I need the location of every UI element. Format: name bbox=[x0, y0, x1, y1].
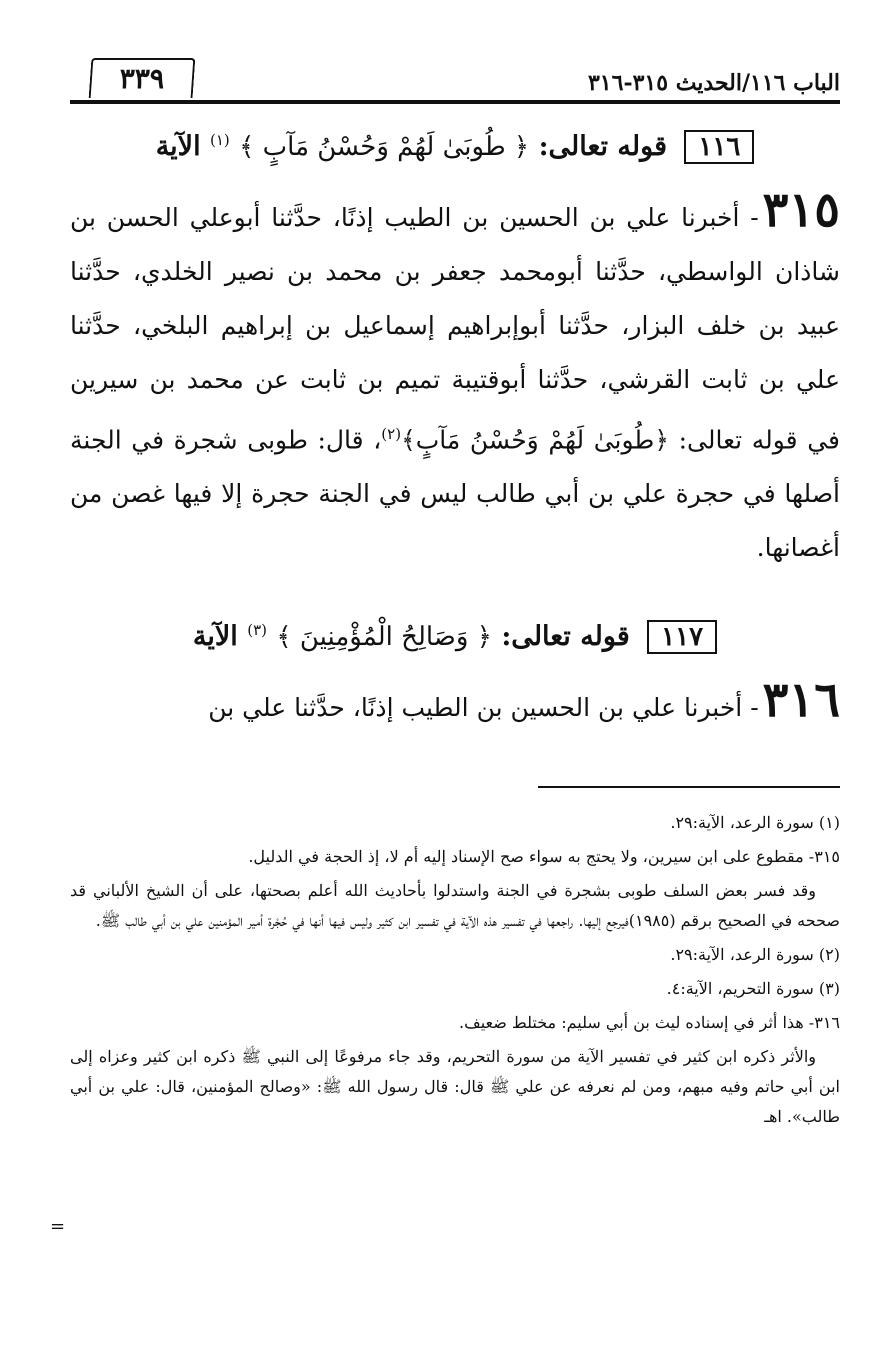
hadith-text: - أخبرنا علي بن الحسين بن الطيب إذنًا، حدَّثنا علي بن bbox=[208, 693, 759, 722]
note-316-detail: والأثر ذكره ابن كثير في تفسير الآية من سورة التحريم، وقد جاء مرفوعًا إلى النبي ﷺ ذكره ابن كثير وعزاه إلى ابن أبي حاتم وفيه مبهم، ومن لم نعرفه عن علي ﷺ قال: قال رسول الله ﷺ: «وصالح المؤمنين، قال: علي بن أبي طالب». اهـ bbox=[70, 1047, 841, 1126]
chapter-heading-117 bbox=[70, 620, 840, 654]
running-title: الباب ١١٦/الحديث ٣١٥-٣١٦ bbox=[587, 70, 840, 96]
continuation-mark: = bbox=[50, 1216, 66, 1237]
chapter-heading-116 bbox=[70, 130, 840, 164]
footnote-2: (٢) سورة الرعد، الآية:٢٩. bbox=[670, 945, 840, 964]
note-315-detail: وقد فسر بعض السلف طوبى بشجرة في الجنة واستدلوا بأحاديث الله أعلم بصحتها، على أن الشيخ الألباني قد صححه في الصحيح برقم (١٩٨٥)فيرجع إليها. راجعها في تفسير هذه الآية في تفسير ابن كثير وليس فيها أنها في حُجْرة أمير المؤمنين علي بن أبي طالب ﷺ. bbox=[70, 881, 840, 930]
note-316: ٣١٦- هذا أثر في إسناده ليث بن أبي سليم: مختلط ضعيف. bbox=[459, 1013, 840, 1032]
quran-verse: ﴿ طُوبَىٰ لَهُمْ وَحُسْنُ مَآبٍ ﴾ bbox=[239, 132, 530, 162]
note-315: ٣١٥- مقطوع على ابن سيرين، ولا يحتج به سواء صح الإسناد إليه أم لا، إذ الحجة في الدليل. bbox=[248, 847, 840, 866]
footnote-ref: (٢) bbox=[381, 425, 402, 443]
hadith-number: ٣١٥ bbox=[762, 182, 840, 238]
footnote-ref: (٣) bbox=[247, 621, 267, 639]
quran-verse: ﴿طُوبَىٰ لَهُمْ وَحُسْنُ مَآبٍ﴾ bbox=[401, 425, 669, 455]
hadith-text: ، قال: طوبى شجرة في الجنة أصلها في حجرة علي بن أبي طالب ليس في الجنة حجرة إلا فيها غصن من أغصانها. bbox=[70, 425, 840, 563]
hadith-316 bbox=[70, 672, 840, 735]
footnote-3: (٣) سورة التحريم، الآية:٤. bbox=[666, 979, 840, 998]
footnotes bbox=[70, 808, 840, 1136]
chapter-number-box: ١١٦ bbox=[684, 130, 754, 164]
chapter-suffix: الآية bbox=[192, 621, 238, 652]
hadith-text: - أخبرنا علي بن الحسين بن الطيب إذنًا، حدَّثنا أبوعلي الحسن بن شاذان الواسطي، حدَّثنا أبومحمد جعفر بن محمد بن نصير الخلدي، حدَّثنا عبيد بن خلف البزار، حدَّثنا أبوإبراهيم إسماعيل بن إبراهيم البلخي، حدَّثنا علي بن ثابت القرشي، حدَّثنا أبوقتيبة تميم بن ثابت عن محمد بن سيرين في قوله تعالى: bbox=[70, 203, 840, 455]
page-number: ٣٣٩ bbox=[89, 58, 196, 98]
footnote-ref: (١) bbox=[209, 131, 230, 149]
chapter-lead: قوله تعالى: bbox=[538, 131, 667, 162]
quran-verse: ﴿ وَصَالِحُ الْمُؤْمِنِينَ ﴾ bbox=[276, 622, 492, 652]
hadith-number: ٣١٦ bbox=[762, 672, 840, 728]
footnote-1: (١) سورة الرعد، الآية:٢٩. bbox=[670, 813, 840, 832]
chapter-lead: قوله تعالى: bbox=[501, 621, 630, 652]
chapter-number-box: ١١٧ bbox=[647, 620, 717, 654]
header-rule bbox=[70, 100, 840, 104]
footnote-divider bbox=[538, 786, 840, 788]
chapter-suffix: الآية bbox=[155, 131, 201, 162]
running-header bbox=[70, 58, 840, 106]
hadith-315 bbox=[70, 182, 840, 575]
